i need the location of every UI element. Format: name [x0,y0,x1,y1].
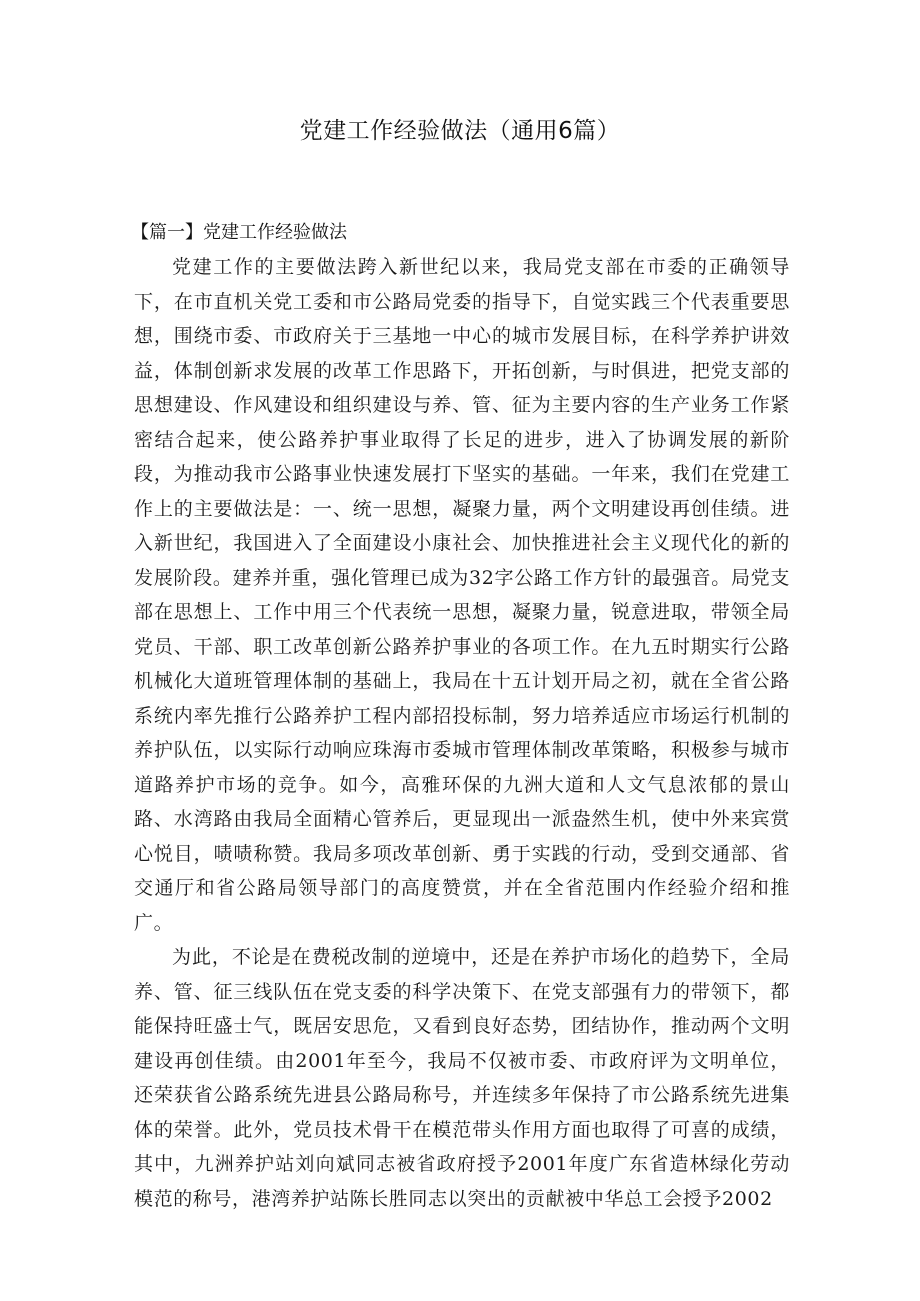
body-paragraph: 党建工作的主要做法跨入新世纪以来，我局党支部在市委的正确领导下，在市直机关党工委和市公路局党委的指导下，自觉实践三个代表重要思想，围绕市委、市政府关于三基地一中心的城市发展目标，在科学养护讲效益，体制创新求发展的改革工作思路下，开拓创新，与时俱进，把党支部的思想建设、作风建设和组织建设与养、管、征为主要内容的生产业务工作紧密结合起来，使公路养护事业取得了长足的进步，进入了协调发展的新阶段，为推动我市公路事业快速发展打下坚实的基础。一年来，我们在党建工作上的主要做法是：一、统一思想，凝聚力量，两个文明建设再创佳绩。进入新世纪，我国进入了全面建设小康社会、加快推进社会主义现代化的新的发展阶段。建养并重，强化管理已成为32字公路工作方针的最强音。局党支部在思想上、工作中用三个代表统一思想，凝聚力量，锐意进取，带领全局党员、干部、职工改革创新公路养护事业的各项工作。在九五时期实行公路机械化大道班管理体制的基础上，我局在十五计划开局之初，就在全省公路系统内率先推行公路养护工程内部招投标制，努力培养适应市场运行机制的养护队伍，以实际行动响应珠海市委城市管理体制改革策略，积极参与城市道路养护市场的竞争。如今，高雅环保的九洲大道和人文气息浓郁的景山路、水湾路由我局全面精心管养后，更显现出一派盎然生机，使中外来宾赏心悦目，啧啧称赞。我局多项改革创新、勇于实践的行动，受到交通部、省交通厅和省公路局领导部门的高度赞赏，并在全省范围内作经验介绍和推广。 [134,256,790,934]
document-title: 党建工作经验做法（通用6篇） [299,118,621,144]
body-paragraph: 为此，不论是在费税改制的逆境中，还是在养护市场化的趋势下，全局养、管、征三线队伍在党支委的科学决策下、在党支部强有力的带领下，都能保持旺盛士气，既居安思危，又看到良好态势，团结协作，推动两个文明建设再创佳绩。由2001年至今，我局不仅被市委、市政府评为文明单位，还荣获省公路系统先进县公路局称号，并连续多年保持了市公路系统先进集体的荣誉。此外，党员技术骨干在模范带头作用方面也取得了可喜的成绩，其中，九洲养护站刘向斌同志被省政府授予2001年度广东省造林绿化劳动模范的称号，港湾养护站陈长胜同志以突出的贡献被中华总工会授予2002 [134,946,790,1210]
document-body [134,250,790,1216]
section-heading: 【篇一】党建工作经验做法 [131,222,347,243]
